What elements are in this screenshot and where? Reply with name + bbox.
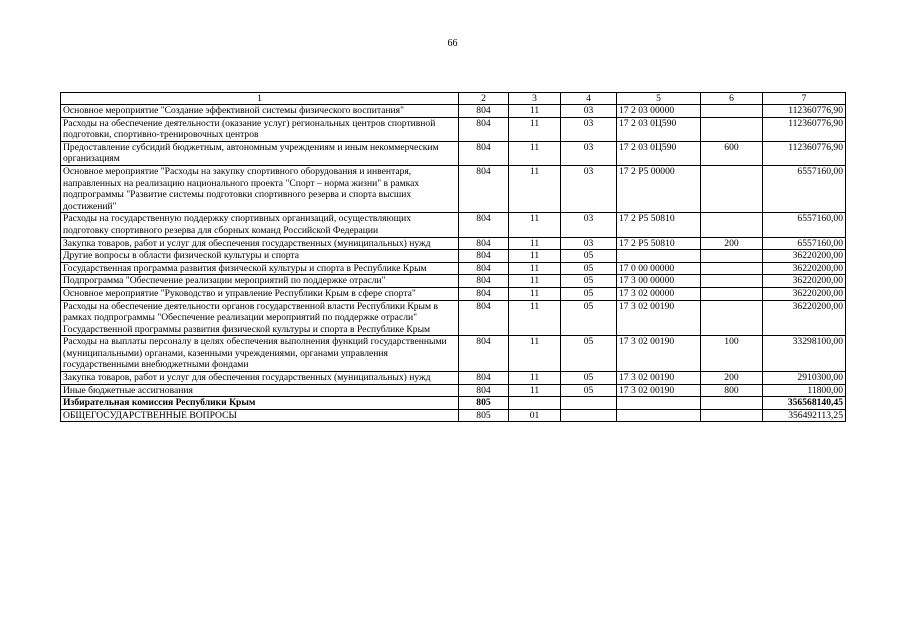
row-department-code: 804	[459, 275, 509, 288]
row-department-code: 804	[459, 117, 509, 141]
row-target-article: 17 3 02 00190	[617, 300, 701, 336]
row-name: Закупка товаров, работ и услуг для обеспечения государственных (муниципальных) нужд	[61, 237, 459, 250]
row-amount: 112360776,90	[763, 105, 846, 118]
row-department-code: 805	[459, 409, 509, 422]
row-subsection-code: 03	[561, 117, 617, 141]
row-subsection-code: 05	[561, 262, 617, 275]
row-expense-type: 200	[701, 237, 763, 250]
row-amount: 112360776,90	[763, 117, 846, 141]
header-row	[61, 93, 846, 105]
row-expense-type	[701, 262, 763, 275]
row-subsection-code: 03	[561, 141, 617, 165]
row-expense-type	[701, 213, 763, 237]
row-department-code: 804	[459, 287, 509, 300]
row-amount: 112360776,90	[763, 141, 846, 165]
budget-table	[60, 92, 846, 422]
row-subsection-code: 03	[561, 165, 617, 212]
row-amount: 2910300,00	[763, 372, 846, 385]
table-row	[61, 384, 846, 397]
row-expense-type	[701, 165, 763, 212]
row-amount: 6557160,00	[763, 237, 846, 250]
row-target-article: 17 0 00 00000	[617, 262, 701, 275]
row-section-code: 11	[509, 372, 561, 385]
table-row	[61, 409, 846, 422]
row-subsection-code: 03	[561, 105, 617, 118]
row-target-article: 17 2 03 00000	[617, 105, 701, 118]
row-name: Предоставление субсидий бюджетным, автономным учреждениям и иным некоммерческим организациям	[61, 141, 459, 165]
table-row	[61, 165, 846, 212]
row-expense-type: 200	[701, 372, 763, 385]
column-header: 1	[61, 93, 459, 105]
row-name: Расходы на государственную поддержку спортивных организаций, осуществляющих подготовку спортивного резерва для сборных команд Российской Федерации	[61, 213, 459, 237]
row-section-code: 11	[509, 141, 561, 165]
row-name: Расходы на обеспечение деятельности органов государственной власти Республики Крым в рамках подпрограммы "Обеспечение реализации мероприятий по поддержке отрасли" Государственной программы развития физической культуры и спорта в Республике Крым	[61, 300, 459, 336]
table-row	[61, 275, 846, 288]
row-name: Избирательная комиссия Республики Крым	[61, 397, 459, 410]
row-expense-type	[701, 287, 763, 300]
row-amount: 6557160,00	[763, 213, 846, 237]
row-expense-type	[701, 105, 763, 118]
row-amount: 356492113,25	[763, 409, 846, 422]
row-target-article: 17 3 02 00000	[617, 287, 701, 300]
row-department-code: 804	[459, 213, 509, 237]
row-name: Расходы на выплаты персоналу в целях обеспечения выполнения функций государственными (муниципальными) органами, казенными учреждениями, органами управления государственными внебюджетными фондами	[61, 336, 459, 372]
row-subsection-code: 03	[561, 237, 617, 250]
row-subsection-code	[561, 409, 617, 422]
row-expense-type	[701, 409, 763, 422]
row-section-code: 11	[509, 287, 561, 300]
row-name: Иные бюджетные ассигнования	[61, 384, 459, 397]
row-target-article	[617, 250, 701, 263]
row-target-article: 17 2 Р5 50810	[617, 237, 701, 250]
row-subsection-code: 05	[561, 250, 617, 263]
row-section-code: 11	[509, 117, 561, 141]
table-row	[61, 372, 846, 385]
row-section-code: 11	[509, 384, 561, 397]
row-amount: 33298100,00	[763, 336, 846, 372]
row-name: Основное мероприятие "Руководство и управление Республики Крым в сфере спорта"	[61, 287, 459, 300]
row-expense-type: 800	[701, 384, 763, 397]
row-name: Государственная программа развития физической культуры и спорта в Республике Крым	[61, 262, 459, 275]
row-section-code: 01	[509, 409, 561, 422]
row-department-code: 804	[459, 141, 509, 165]
row-amount: 11800,00	[763, 384, 846, 397]
row-expense-type	[701, 397, 763, 410]
row-name: Закупка товаров, работ и услуг для обеспечения государственных (муниципальных) нужд	[61, 372, 459, 385]
row-department-code: 804	[459, 336, 509, 372]
row-target-article: 17 2 03 0Ц590	[617, 117, 701, 141]
row-section-code: 11	[509, 237, 561, 250]
row-subsection-code: 03	[561, 213, 617, 237]
row-expense-type: 100	[701, 336, 763, 372]
row-name: Расходы на обеспечение деятельности (оказание услуг) региональных центров спортивной подготовки, спортивно-тренировочных центров	[61, 117, 459, 141]
row-subsection-code: 05	[561, 275, 617, 288]
row-name: Основное мероприятие "Создание эффективной системы физического воспитания"	[61, 105, 459, 118]
row-expense-type	[701, 300, 763, 336]
table-row	[61, 250, 846, 263]
row-department-code: 804	[459, 237, 509, 250]
row-amount: 36220200,00	[763, 287, 846, 300]
table-row	[61, 105, 846, 118]
row-target-article	[617, 409, 701, 422]
row-section-code	[509, 397, 561, 410]
row-expense-type	[701, 275, 763, 288]
column-header: 3	[509, 93, 561, 105]
row-expense-type	[701, 250, 763, 263]
row-subsection-code	[561, 397, 617, 410]
row-subsection-code: 05	[561, 287, 617, 300]
row-name: Подпрограмма "Обеспечение реализации мероприятий по поддержке отрасли"	[61, 275, 459, 288]
row-expense-type	[701, 117, 763, 141]
table-row	[61, 336, 846, 372]
row-amount: 6557160,00	[763, 165, 846, 212]
row-target-article: 17 3 02 00190	[617, 384, 701, 397]
row-department-code: 804	[459, 165, 509, 212]
table-row	[61, 213, 846, 237]
row-target-article: 17 2 Р5 50810	[617, 213, 701, 237]
row-department-code: 804	[459, 105, 509, 118]
row-name: Основное мероприятие "Расходы на закупку спортивного оборудования и инвентаря, направленных на реализацию национального проекта "Спорт – норма жизни" в рамках подпрограммы "Развитие системы подготовки спортивного резерва и спорта высших достижений"	[61, 165, 459, 212]
row-amount: 356568140,45	[763, 397, 846, 410]
table-row	[61, 300, 846, 336]
row-amount: 36220200,00	[763, 262, 846, 275]
row-target-article	[617, 397, 701, 410]
row-section-code: 11	[509, 300, 561, 336]
row-department-code: 804	[459, 300, 509, 336]
row-section-code: 11	[509, 262, 561, 275]
row-section-code: 11	[509, 250, 561, 263]
column-header: 4	[561, 93, 617, 105]
row-subsection-code: 05	[561, 384, 617, 397]
row-department-code: 804	[459, 262, 509, 275]
page-number: 66	[447, 38, 458, 49]
row-target-article: 17 3 00 00000	[617, 275, 701, 288]
row-expense-type: 600	[701, 141, 763, 165]
row-section-code: 11	[509, 336, 561, 372]
row-target-article: 17 3 02 00190	[617, 372, 701, 385]
column-header: 6	[701, 93, 763, 105]
row-section-code: 11	[509, 213, 561, 237]
column-header: 2	[459, 93, 509, 105]
row-section-code: 11	[509, 165, 561, 212]
row-name: ОБЩЕГОСУДАРСТВЕННЫЕ ВОПРОСЫ	[61, 409, 459, 422]
row-amount: 36220200,00	[763, 250, 846, 263]
row-department-code: 805	[459, 397, 509, 410]
row-department-code: 804	[459, 250, 509, 263]
row-section-code: 11	[509, 105, 561, 118]
table-row	[61, 262, 846, 275]
column-header: 5	[617, 93, 701, 105]
table-row	[61, 287, 846, 300]
row-subsection-code: 05	[561, 336, 617, 372]
row-name: Другие вопросы в области физической культуры и спорта	[61, 250, 459, 263]
row-section-code: 11	[509, 275, 561, 288]
row-amount: 36220200,00	[763, 275, 846, 288]
row-department-code: 804	[459, 372, 509, 385]
row-amount: 36220200,00	[763, 300, 846, 336]
table-row	[61, 397, 846, 410]
column-header: 7	[763, 93, 846, 105]
table-row	[61, 117, 846, 141]
row-target-article: 17 2 03 0Ц590	[617, 141, 701, 165]
row-subsection-code: 05	[561, 372, 617, 385]
row-target-article: 17 2 Р5 00000	[617, 165, 701, 212]
table-row	[61, 237, 846, 250]
row-subsection-code: 05	[561, 300, 617, 336]
table-row	[61, 141, 846, 165]
row-department-code: 804	[459, 384, 509, 397]
row-target-article: 17 3 02 00190	[617, 336, 701, 372]
